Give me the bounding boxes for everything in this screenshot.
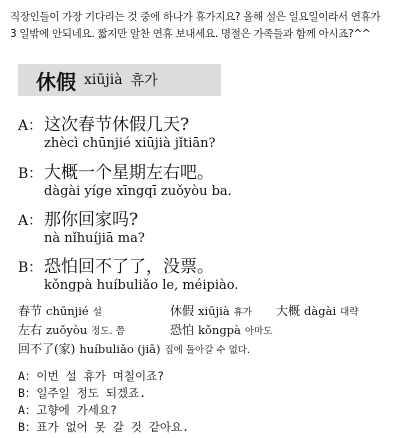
vocab-pinyin: chūnjié	[46, 304, 89, 318]
chinese-sentence: 恐怕回不了了，没票。	[44, 257, 214, 277]
speaker-label: B：	[18, 166, 43, 182]
pinyin-sentence: zhècì chūnjié xiūjià jǐtiān?	[44, 136, 216, 151]
chinese-sentence: 大概一个星期左右吧。	[44, 163, 214, 183]
vocab-meaning: 아마도	[244, 326, 273, 337]
dialogue-line-1	[18, 110, 408, 151]
vocab-meaning: 정도. 쯤	[91, 326, 125, 337]
vocab-pinyin: dàgài	[304, 304, 337, 318]
vocab-word: 休假	[170, 304, 195, 318]
dialogue-line-4	[18, 252, 408, 293]
intro-line-2: 3 일밖에 안되네요. 짧지만 알찬 연휴 보내세요. 명절은 가족들과 함께 아시죠?^^	[10, 28, 371, 40]
pinyin-sentence: kǒngpà huíbuliǎo le, méipiào.	[44, 278, 239, 293]
dialogue-line-2	[18, 158, 408, 199]
translation-line: B：일주일 정도 되겠죠.	[18, 386, 147, 400]
speaker-label: A：	[18, 118, 43, 134]
vocab-word: 大概	[276, 304, 301, 318]
chinese-sentence: 那你回家吗?	[44, 210, 139, 230]
vocab-meaning: 대략	[340, 307, 359, 318]
dialogue-line-3	[18, 205, 408, 246]
vocab-item	[18, 302, 170, 319]
pinyin-sentence: dàgài yíge xīngqī zuǒyòu ba.	[44, 184, 232, 199]
lesson-title	[18, 64, 221, 96]
vocab-item	[170, 324, 272, 337]
vocab-pinyin: xiūjià	[198, 304, 230, 318]
speaker-label: A：	[18, 213, 43, 229]
title-korean: 휴가	[130, 73, 158, 89]
vocab-meaning: 설	[92, 307, 102, 318]
vocab-meaning: 휴가	[233, 307, 253, 318]
vocab-word: 恐怕	[170, 323, 195, 337]
vocab-word: 春节	[18, 304, 43, 318]
translation-line: A：고향에 가세요?	[18, 403, 117, 417]
vocab-pinyin: zuǒyòu	[46, 323, 88, 337]
intro-line-1: 직장인들이 가장 기다리는 것 중에 하나가 휴가지요? 올해 설은 일요일이라서 연휴가	[10, 11, 381, 23]
translation-line: B：표가 없어 못 갈 것 같아요.	[18, 420, 190, 434]
pinyin-sentence: nà nǐhuíjiā ma?	[44, 231, 145, 246]
vocab-meaning: 집에 돌아갈 수 없다.	[164, 345, 250, 356]
vocab-item	[276, 305, 359, 318]
vocab-item	[18, 321, 170, 338]
speaker-label: B：	[18, 260, 43, 276]
vocab-row-3	[18, 340, 418, 357]
chinese-sentence: 这次春节休假几天?	[44, 115, 190, 135]
vocab-pinyin: huíbuliǎo (jiā)	[79, 342, 161, 356]
vocab-item	[170, 302, 276, 319]
title-chinese: 休假	[36, 69, 76, 94]
vocab-pinyin: kǒngpà	[198, 323, 241, 337]
vocab-row-1	[18, 302, 418, 319]
translation-line: A：이번 설 휴가 며칠이죠?	[18, 369, 165, 383]
korean-translation	[18, 368, 318, 436]
title-pinyin: xiūjià	[84, 72, 123, 88]
intro-text	[10, 9, 416, 43]
vocab-word: 左右	[18, 323, 43, 337]
vocab-word: 回不了(家)	[18, 342, 76, 356]
vocab-row-2	[18, 321, 418, 338]
